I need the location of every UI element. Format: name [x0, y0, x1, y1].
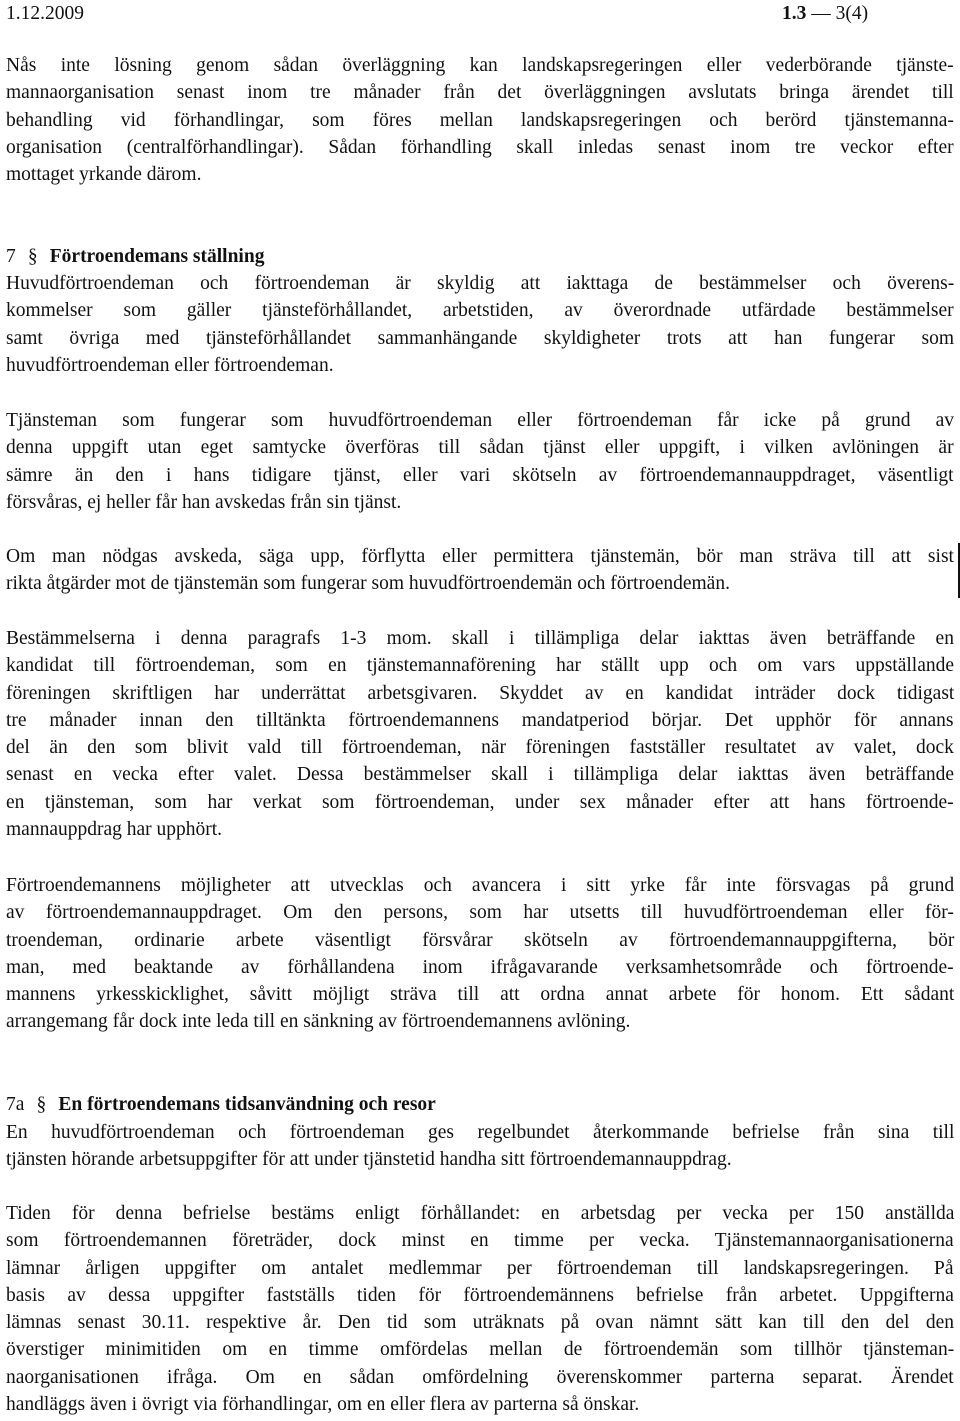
text-line: basis av dessa uppgifter fastställs tiden för förtroendemännens befrielse från arbetet. Uppgifterna [6, 1284, 954, 1306]
text-line: handläggs även i övrigt via förhandlingar, om en eller flera av parterna så önskar. [6, 1394, 640, 1416]
text-line: Förtroendemannens möjligheter att utvecklas och avancera i sitt yrke får inte försvagas på grund [6, 875, 955, 896]
text-line: tjänsten hörande arbetsuppgifter för att under tjänstetid handha sitt förtroendemannauppdrag. [6, 1149, 732, 1171]
text-line: En huvudförtroendeman och förtroendeman ges regelbundet återkommande befrielse från sina till [6, 1122, 955, 1143]
text-line: organisation (centralförhandlingar). Sådan förhandling skall inledas senast inom tre veckor efter [6, 136, 954, 158]
text-line: del än den som blivit vald till förtroendeman, när föreningen fastställer resultatet av valet, dock [6, 737, 954, 759]
text-line: behandling vid förhandlingar, som föres mellan landskapsregeringen och berörd tjänstemanna- [6, 109, 954, 131]
header-page-count: 3(4) [835, 3, 869, 24]
text-line: kandidat till förtroendeman, som en tjänstemannaförening har ställt upp och om vars uppställande [6, 655, 955, 677]
text-line: mottaget yrkande därom. [6, 164, 202, 186]
text-line: arrangemang får dock inte leda till en sänkning av förtroendemannens avlöning. [6, 1011, 631, 1033]
text-line: naorganisationen ifråga. Om en sådan omfördelning överenskommer parterna separat. Ärendet [6, 1366, 954, 1388]
header-reference [782, 0, 868, 28]
text-line: troendeman, ordinarie arbete väsentligt försvårar skötseln av förtroendemannauppgifterna, bör [6, 929, 955, 951]
text-line: sämre än den i hans tidigare tjänst, eller vari skötseln av förtroendemannauppdraget, väsentligt [6, 464, 954, 486]
section-7-heading [6, 243, 954, 270]
text-line: mannaorganisation senast inom tre månader från det överläggningen avslutats bringa ärendet till [6, 82, 954, 104]
text-line: lämnar årligen uppgifter om antalet medlemmar per förtroendeman till landskapsregeringen. På [6, 1257, 954, 1279]
section-title: En förtroendemans tidsanvändning och resor [58, 1094, 436, 1115]
text-line: försvåras, ej heller får han avskedas från sin tjänst. [6, 491, 402, 513]
text-line: samt övriga med tjänsteförhållandet sammanhängande skyldigheter trots att han fungerar som [6, 327, 955, 349]
header-ref-number: 1.3 [782, 3, 807, 24]
section-number: 7a [6, 1094, 25, 1115]
header-date: 1.12.2009 [6, 3, 84, 24]
text-line: Nås inte lösning genom sådan överläggning kan landskapsregeringen eller vederbörande tjänste- [6, 55, 954, 76]
text-line: rikta åtgärder mot de tjänstemän som fungerar som huvudförtroendemän och förtroendemän. [6, 573, 730, 595]
paragraph-candidates [6, 625, 954, 843]
text-line: lämnas senast 30.11. respektive år. Den tid som uträknats på ovan nämnt sätt kan till den del den [6, 1312, 955, 1334]
text-line: som förtroendemannen företräder, dock minst en timme per vecka. Tjänstemannaorganisationerna [6, 1230, 954, 1252]
text-line: tre månader innan den tilltänkta förtroendemannens mandatperiod börjar. Det upphör för annans [6, 709, 954, 731]
text-line: Tjänsteman som fungerar som huvudförtroendeman eller förtroendeman får icke på grund av [6, 410, 955, 431]
paragraph-layoffs [6, 543, 954, 598]
page-header [6, 0, 954, 28]
text-line: Huvudförtroendeman och förtroendeman är skyldig att iakttaga de bestämmelser och överens- [6, 273, 955, 294]
text-line: föreningen skriftligen har underrättat arbetsgivaren. Skyddet av en kandidat inträder dock tidigast [6, 682, 955, 704]
text-line: man, med beaktande av förhållandena inom ifrågavarande verksamhetsområde och förtroende- [6, 956, 954, 978]
text-line: mannens yrkesskicklighet, såvitt möjligt sträva till att ordna annat arbete för honom. Ett sådant [6, 984, 955, 1006]
section-symbol: § [27, 246, 38, 267]
section-number: 7 [6, 246, 16, 267]
text-line: av förtroendemannauppdraget. Om den persons, som har utsetts till huvudförtroendeman eller för- [6, 902, 954, 924]
paragraph-time-allocation [6, 1200, 954, 1418]
text-line: Om man nödgas avskeda, säga upp, förflytta eller permittera tjänstemän, bör man sträva till att sist [6, 546, 954, 567]
paragraph-obligations [6, 270, 954, 379]
paragraph-career [6, 872, 954, 1036]
paragraph-leave [6, 1119, 954, 1174]
text-line: huvudförtroendeman eller förtroendeman. [6, 354, 334, 376]
text-line: denna uppgift utan eget samtycke överföras till sådan tjänst eller uppgift, i vilken avlöningen är [6, 437, 954, 459]
section-symbol: § [36, 1094, 47, 1115]
paragraph-negotiation [6, 52, 954, 188]
header-ref-separator: — [806, 3, 836, 24]
text-line: en tjänsteman, som har verkat som förtroendeman, under sex månader efter att hans förtroende- [6, 791, 954, 813]
text-line: mannauppdrag har upphört. [6, 819, 223, 841]
text-line: överstiger minimitiden om en timme omfördelas mellan de förtroendemän som tillhör tjänsteman- [6, 1339, 955, 1361]
section-title: Förtroendemans ställning [49, 246, 265, 267]
paragraph-protection [6, 407, 954, 516]
text-line: senast en vecka efter valet. Dessa bestämmelser skall i tillämpliga delar iakttas även beträffande [6, 764, 954, 786]
text-line: kommelser som gäller tjänsteförhållandet, arbetstiden, av överordnade utfärdade bestämmelser [6, 300, 954, 322]
text-line: Tiden för denna befrielse bestäms enligt förhållandet: en arbetsdag per vecka per 150 anställda [6, 1203, 955, 1224]
text-line: Bestämmelserna i denna paragrafs 1-3 mom. skall i tillämpliga delar iakttas även beträffande en [6, 628, 954, 649]
section-7a-heading [6, 1091, 954, 1118]
